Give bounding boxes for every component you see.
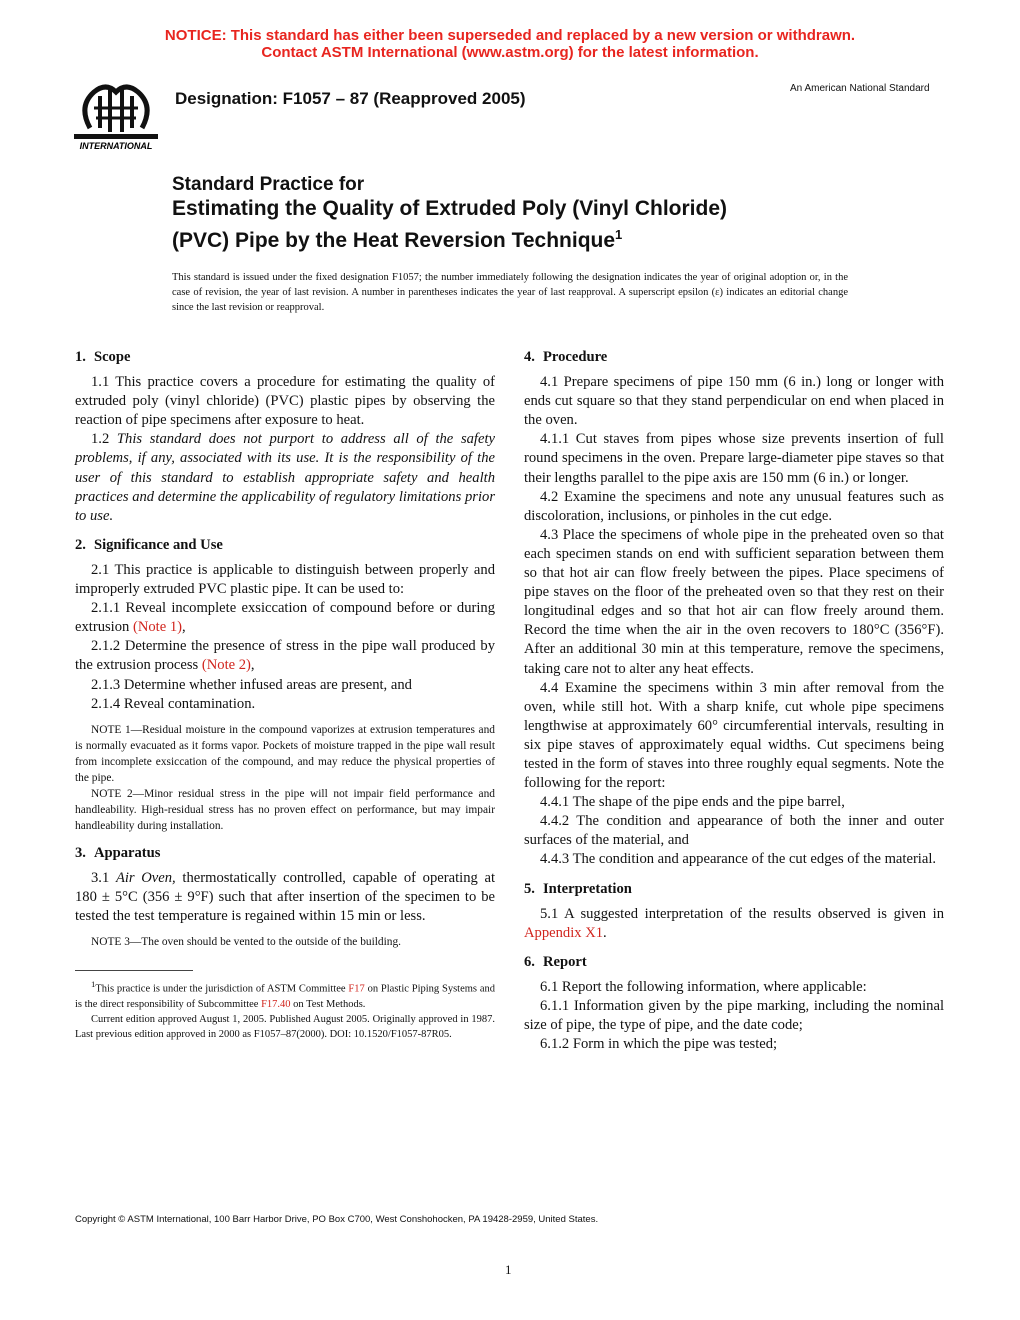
paragraph-4-4: 4.4 Examine the specimens within 3 min after removal from the oven, while still hot. With a sharp knife, cut whole pipe specimens lengthwise at approximately 60° circumferential intervals, resulting in six pipe staves of approximately equal widths. Cut specimens being tested in the form of staves into three roughly equal segments. Note the following for the report: — [524, 679, 944, 792]
paragraph-2-1: 2.1 This practice is applicable to distinguish between properly and improperly extruded PVC plastic pipe. It can be used to: — [75, 561, 495, 598]
paragraph-4-1-1: 4.1.1 Cut staves from pipes whose size prevents insertion of full round specimens in the oven. Prepare large-diameter pipe staves so that their lengths parallel to the pipe axis are 150 mm (6 in.) or longer. — [524, 431, 944, 486]
paragraph-5-1: 5.1 A suggested interpretation of the results observed is given in Appendix X1. — [524, 905, 944, 941]
note-2-link[interactable]: (Note 2) — [201, 657, 251, 674]
paragraph-2-1-4: 2.1.4 Reveal contamination. — [91, 695, 256, 712]
section-heading-significance — [75, 536, 495, 555]
astm-logo — [70, 82, 162, 152]
section-title: Report — [542, 953, 587, 970]
designation: Designation: F1057 – 87 (Reapproved 2005) — [175, 89, 526, 108]
appendix-x1-link[interactable]: Appendix X1 — [524, 924, 604, 941]
footnote-1: $^1$This practice is under the jurisdiction of ASTM Committee F17 on Plastic Piping Systems and is the direct responsibility of Subcommittee F17.40 on Test Methods. — [75, 979, 496, 1010]
note-1-link[interactable]: (Note 1) — [132, 619, 183, 636]
notice-line-1: NOTICE: This standard has either been superseded and replaced by a new version or withdrawn. — [164, 27, 856, 44]
paragraph-4-3: 4.3 Place the specimens of whole pipe in the preheated oven so that each specimen stands on end with sufficient separation between them so that hot air can flow freely between the pipes. Place specimens of pipe staves on the floor of the preheated oven so that they rest on their longitudinal edges and so that hot air can flow freely around them. Record the time when the air in the oven recovers to 180°C (356°F). After an additional 30 min at this temperature, remove the specimens, taking care not to alter any heat effects. — [524, 526, 944, 677]
term-air-oven: Air Oven, — [115, 869, 176, 886]
note-3: NOTE 3—The oven should be vented to the outside of the building. — [91, 936, 402, 949]
right-column — [524, 348, 944, 1054]
title-line-1: Standard Practice for — [172, 174, 365, 195]
page-number: 1 — [505, 1262, 512, 1277]
section-heading-apparatus — [75, 844, 495, 863]
section-heading-scope — [75, 348, 495, 367]
section-title: Interpretation — [542, 880, 632, 897]
paragraph-2-1-3: 2.1.3 Determine whether infused areas are present, and — [91, 676, 412, 693]
paragraph-number: 1.2 — [91, 431, 110, 448]
section-title: Apparatus — [93, 844, 161, 861]
section-number: 2. — [75, 536, 86, 553]
footnote-edition: Current edition approved August 1, 2005. Published August 2005. Originally approved in 1987. Last previous edition approved in 2000 as F1057–87(2000). DOI: 10.1520/F1057-87R05. — [75, 1013, 495, 1040]
title-line-3-text: (PVC) Pipe by the Heat Reversion Technique — [172, 229, 616, 252]
notice-line-2: Contact ASTM International (www.astm.org) for the latest information. — [261, 44, 759, 61]
section-title: Procedure — [542, 349, 608, 365]
paragraph-1-2 — [75, 430, 495, 525]
footnote-divider — [75, 970, 193, 971]
section-heading-procedure — [524, 348, 944, 367]
title-footnote-mark: 1 — [615, 227, 623, 242]
title-line-2: Estimating the Quality of Extruded Poly (Vinyl Chloride) — [172, 197, 728, 220]
section-number: 5. — [524, 880, 535, 897]
paragraph-2-1-2: 2.1.2 Determine the presence of stress in the pipe wall produced by the extrusion process (Note 2), — [75, 638, 495, 674]
committee-f17-link[interactable]: F17 — [348, 983, 365, 995]
logo-text: INTERNATIONAL — [79, 141, 153, 151]
astm-logo-icon — [70, 82, 162, 152]
paragraph-3-1: 3.1 Air Oven, thermostatically controlled, capable of operating at 180 ± 5°C (356 ± 9°F) such that after insertion of the specimen to be tested the test temperature is regained within 15 min or less. — [75, 869, 495, 924]
issued-note: This standard is issued under the fixed designation F1057; the number immediately following the designation indicates the year of original adoption or, in the case of revision, the year of last revision. A number in parentheses indicates the year of last reapproval. A superscript epsilon (ε) indicates an editorial change since the last revision or reapproval. — [172, 272, 848, 313]
paragraph-6-1-2: 6.1.2 Form in which the pipe was tested; — [540, 1036, 778, 1053]
section-heading-interpretation — [524, 880, 944, 899]
subcommittee-f17-40-link[interactable]: F17.40 — [261, 998, 291, 1010]
copyright-line: Copyright © ASTM International, 100 Barr Harbor Drive, PO Box C700, West Conshohocken, PA 19428-2959, United States. — [75, 1214, 599, 1225]
national-standard-label: An American National Standard — [790, 83, 930, 94]
left-column — [75, 348, 495, 1042]
paragraph-4-4-3: 4.4.3 The condition and appearance of the cut edges of the material. — [540, 851, 937, 868]
paragraph-4-4-2: 4.4.2 The condition and appearance of both the inner and outer surfaces of the material, and — [524, 813, 944, 849]
note-2: NOTE 2—Minor residual stress in the pipe will not impair field performance and handleability. High-residual stress has no proven effect on performance, but may impair handleability during installation. — [75, 787, 495, 832]
paragraph-6-1: 6.1 Report the following information, where applicable: — [540, 978, 867, 995]
title-line-3 — [172, 222, 872, 254]
section-number: 4. — [524, 349, 535, 365]
paragraph-6-1-1: 6.1.1 Information given by the pipe marking, including the nominal size of pipe, the type of pipe, and the date code; — [524, 998, 944, 1034]
section-number: 6. — [524, 953, 535, 970]
paragraph-1-1: 1.1 This practice covers a procedure for estimating the quality of extruded poly (vinyl chloride) (PVC) plastic pipes by observing the reaction of pipe specimens after exposure to heat. — [75, 374, 495, 429]
withdrawal-notice — [0, 27, 1020, 61]
note-1: NOTE 1—Residual moisture in the compound vaporizes at extrusion temperatures and is normally evacuated as it forms vapor. Pockets of moisture trapped in the pipe wall result from incomplete exsiccation of the compound, and may reduce the physical properties of the pipe. — [75, 723, 495, 784]
section-title: Significance and Use — [93, 536, 223, 553]
paragraph-2-1-1: 2.1.1 Reveal incomplete exsiccation of compound before or during extrusion (Note 1), — [75, 600, 495, 636]
section-heading-report — [524, 953, 944, 972]
paragraph-4-1: 4.1 Prepare specimens of pipe 150 mm (6 in.) long or longer with ends cut square so that they stand perpendicular on end when placed in the oven. — [524, 374, 944, 429]
section-number: 3. — [75, 844, 86, 861]
paragraph-4-4-1: 4.4.1 The shape of the pipe ends and the pipe barrel, — [540, 794, 845, 811]
safety-caveat: This standard does not purport to address all of the safety problems, if any, associated with its use. It is the responsibility of the user of this standard to establish appropriate safety and health practices and determine the applicability of regulatory limitations prior to use. — [75, 431, 495, 524]
document-title — [172, 174, 872, 254]
section-number: 1. — [75, 349, 86, 365]
paragraph-4-2: 4.2 Examine the specimens and note any unusual features such as discoloration, inclusions, or pinholes in the cut edge. — [524, 488, 944, 524]
section-title: Scope — [93, 349, 131, 365]
